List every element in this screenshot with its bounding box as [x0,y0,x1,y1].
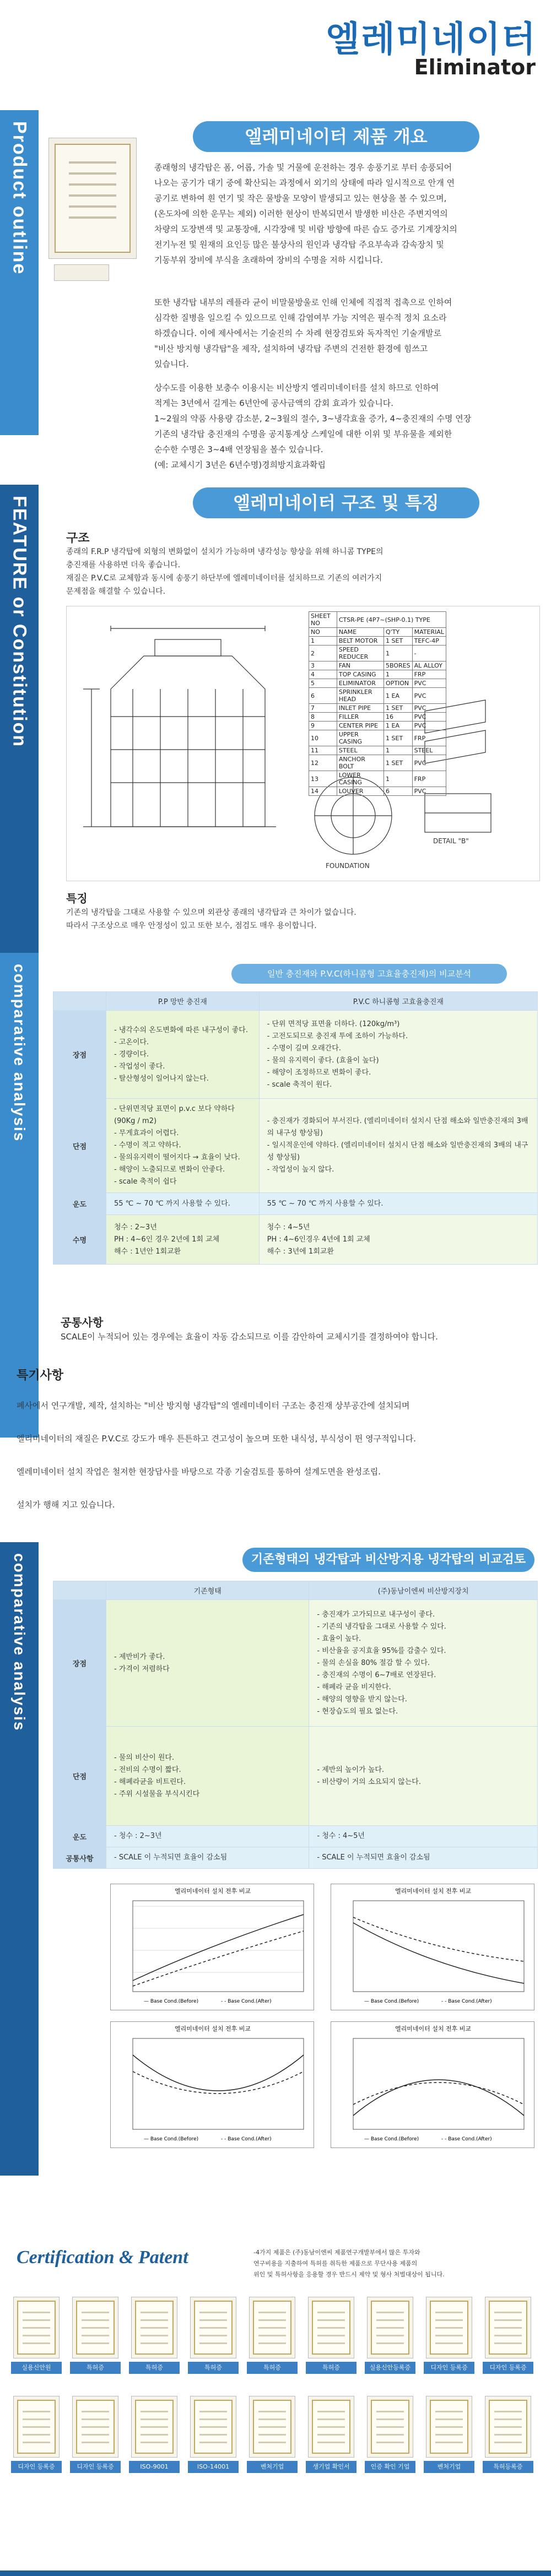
spec-cell: 6 [309,688,337,704]
spec-cell: LOUVER [337,787,383,796]
spec-table [309,611,446,796]
structure-title-bar: 엘레미네이터 구조 및 특징 [193,487,479,518]
spec-cell: PVC [412,713,446,722]
compare1-pros-b: - 단위 면적당 표면율 더하다. (120kg/m³) - 고전도되므로 충진재 투에 조하이 가능하다. - 수명이 길며 오래간다. - 물의 유지력이 좋다. (효율이 높다) - 해양이 조정하므로 변화이 좋다. - scale 축적이 원다. [259,1011,537,1099]
performance-chart-3-svg [111,2022,315,2149]
compare1-temp-a: 55 ℃ ~ 70 ℃ 까지 사용할 수 있다. [106,1193,260,1215]
cert-title: Certification & Patent [17,2247,188,2268]
spec-cell: PVC [412,688,446,704]
spec-cell: 10 [309,730,337,746]
compare2-temp-a: - 청수 : 2~3년 [106,1826,309,1847]
certificate-label: 인증 확인 기업 [365,2461,415,2473]
side-band-product-outline [0,110,39,435]
overview-title-bar: 엘레미네이터 제품 개요 [193,121,479,152]
certificate-label: 실용신안원 [11,2362,62,2374]
spec-cell: TOP CASING [337,670,383,679]
special-line-2: 엘리미네이터의 재질은 P.V.C로 강도가 매우 튼튼하고 견고성이 높으며 또한 내식성, 부식성이 뛴 영구적입니다. [17,1434,416,1444]
certificate-thumbnail [426,2396,472,2458]
chart-4-legend-a: — Base Cond.(Before) [364,2136,419,2142]
compare2-row-head-common: 공통사항 [53,1847,106,1869]
spec-cell: UPPER CASING [337,730,383,746]
spec-cell: 2 [309,646,337,661]
chart-2-legend-a: — Base Cond.(Before) [364,1999,419,2004]
spec-row [309,612,446,628]
feature-paragraph: 기존의 냉각탑을 그대로 사용할 수 있으며 외관상 종래의 냉각탑과 큰 차이가 없습니다. 따라서 구조상으로 매우 안정성이 있고 또한 보수, 점검도 매우 용이합니다. [66,908,356,930]
special-line-1: 폐사에서 연구개발, 제작, 설치하는 "비산 방지형 냉각탑"의 엘레미네이터 구조는 충진재 상부공간에 설치되며 [17,1401,410,1411]
performance-chart-1 [110,1884,314,2010]
spec-row [309,637,446,646]
certificate-thumbnail [131,2297,177,2358]
certificate-thumbnail [308,2396,354,2458]
page-title: 엘레미네이터 [326,19,537,60]
spec-row [309,661,446,670]
certificate-seal [54,264,109,281]
spec-cell: NAME [337,628,383,637]
spec-cell: 1 SET [384,755,413,771]
spec-cell: STEEL [412,746,446,755]
compare2-temp-b: - 청수 : 4~5년 [309,1826,538,1847]
cert-section [0,2236,551,2576]
certificate-label: 특허증 [70,2362,121,2374]
certificate-thumbnail [485,2297,531,2358]
spec-row [309,713,446,722]
cooling-tower-drawing [66,606,540,881]
cert-description: -4가지 제품은 (주)동남이엔씨 제품연구개발부에서 많은 투자와 연구비용을 지출하여 특허를 취득한 제품으로 무단사용 제품의 위인 및 특허사항을 응용할 경우 반드시 제약 및 형사 처벌대상이 됩니다. [253,2249,445,2278]
spec-cell: 12 [309,755,337,771]
certificate-label: 특허증 [188,2362,239,2374]
compare1-corner-cell [53,992,106,1011]
compare1-row-head-temp: 운도 [53,1193,106,1215]
drawing-foundation-label: FOUNDATION [326,862,370,870]
certificate-label: 디자인 등록증 [70,2461,121,2473]
compare1-row-temp [53,1193,538,1215]
overview-paragraph-2: 또한 냉각탑 내부의 레플라 균이 비말물방울로 인해 인체에 직접적 접촉으로 인하여 심각한 질병을 일으킬 수 있으므로 인해 감염여부 가능 지역은 필수적 정치 요소라 하겠습니다. 이에 제사에서는 기술진의 수 차례 현장검토와 독자적인 기술개발로 "비산 방지형 냉각탑"을 제작, 설치하여 냉각탑 주변의 건전한 환경에 힘쓰고 있습니다. [154,297,452,369]
certificate-thumbnail [367,2396,413,2458]
certificate-label: 특허증 [129,2362,180,2374]
compare1-caption: 일반 충진재와 P.V.C(하니콤형 고효율충진재)의 비교분석 [231,964,507,984]
spec-cell: BELT MOTOR [337,637,383,646]
compare1-row-life [53,1215,538,1265]
compare2-row-pros [53,1600,538,1727]
spec-cell: 1 [309,637,337,646]
spec-row [309,628,446,637]
compare1-note-heading: 공통사항 [61,1316,104,1329]
compare1-note-text: SCALE이 누적되어 있는 경우에는 효율이 자동 감소되므로 이를 감안하여 교체시기를 결정하여야 합니다. [61,1332,438,1342]
spec-cell: SHEET NO [309,612,337,628]
compare1-temp-b: 55 ℃ ~ 70 ℃ 까지 사용할 수 있다. [259,1193,537,1215]
certificate-thumbnail [485,2396,531,2458]
chart-4-title: 엘리미네이터 설치 전후 비교 [395,2025,472,2032]
special-line-3: 엘레미네이터 설치 작업은 철저한 현장답사를 바탕으로 각종 기술검토를 통하여 설계도면을 완성조립. [17,1467,381,1477]
spec-cell: FAN [337,661,383,670]
compare1-life-b: 청수 : 4~5년 PH : 4~6인경우 4년에 1회 교체 해수 : 3년에 1회교환 [259,1215,537,1265]
spec-cell: 1 SET [384,730,413,746]
side-label-feature: FEATURE or Constitution [9,496,30,748]
spec-cell: TEFC-4P [412,637,446,646]
special-line-4: 설치가 행해 지고 있습니다. [17,1500,115,1510]
certificate-thumbnail [249,2396,295,2458]
drawing-detail-label: DETAIL "B" [433,837,469,845]
spec-cell: 3 [309,661,337,670]
spec-cell: 9 [309,722,337,730]
spec-row [309,771,446,787]
compare1-col-b: P.V.C 하니콤형 고효율충진재 [259,992,537,1011]
chart-3-title: 엘리미네이터 설치 전후 비교 [174,2025,251,2032]
chart-3-legend-b: - - Base Cond.(After) [221,2136,272,2142]
certificate-label: 디자인 등록증 [483,2362,533,2374]
compare2-common-b: - SCALE 이 누적되면 효율이 감소됨 [309,1847,538,1869]
compare2-table [53,1581,538,1869]
spec-row [309,704,446,713]
spec-cell: Q'TY [384,628,413,637]
performance-chart-2 [331,1884,534,2010]
compare1-pros-a: - 냉각수의 온도변화에 따른 내구성이 좋다. - 고온이다. - 경량이다. - 작업성이 좋다. - 탈산형성이 일어나지 않는다. [106,1011,260,1099]
certificate-label: 생기업 확인서 [306,2461,356,2473]
spec-cell: PVC [412,755,446,771]
spec-cell: 11 [309,746,337,755]
compare1-row-head-pros: 장점 [53,1011,106,1099]
spec-cell: OPTION [384,679,413,688]
spec-row [309,670,446,679]
certificate-thumbnail [308,2297,354,2358]
compare2-cons-b: - 제반의 높이가 높다. - 비산량이 거의 소요되지 않는다. [309,1727,538,1826]
certificate-label: ISO-14001 [188,2461,239,2473]
chart-1-legend-a: — Base Cond.(Before) [144,1999,199,2004]
certificate-label: 특허등록증 [483,2461,533,2473]
compare1-row-head-life: 수명 [53,1215,106,1265]
special-heading: 특기사항 [17,1369,64,1382]
spec-cell: 1 [384,670,413,679]
compare2-row-common [53,1847,538,1869]
side-label-comparative-1: comparative analysis [11,964,28,1142]
certificate-label: 디자인 등록증 [424,2362,474,2374]
compare2-header-row [53,1581,538,1600]
spec-cell: NO [309,628,337,637]
compare1-cons-b: - 충진재가 경화되어 부서진다. (엘리미네이터 설치시 단점 해소와 일반충진재의 3배의 내구성 향상됨) - 일시적운인에 약하다. (엘리미네이터 설치시 단점 해소와 일반충진재의 3배의 내구성 향상됨) - 작업성이 높지 않다. [259,1099,537,1193]
spec-row [309,646,446,661]
spec-cell: FILLER [337,713,383,722]
compare2-pros-b: - 충진재가 고가되므로 내구성이 좋다. - 기존의 냉각탑을 그대로 사용할 수 있다. - 효율이 높다. - 비산율을 공지효율 95%를 감출수 있다. - 물의 손실을 80% 절감 할 수 있다. - 충진재의 수명이 6~7배로 연장된다. - 해폐라 균을 비지한다. - 해양의 영향을 받지 않는다. - 현장습도의 필요 없는다. [309,1600,538,1727]
spec-cell: PVC [412,787,446,796]
compare2-row-head-cons: 단점 [53,1727,106,1826]
performance-chart-4 [331,2021,534,2148]
spec-cell: CENTER PIPE [337,722,383,730]
certificate-thumbnail [72,2396,118,2458]
spec-cell: 8 [309,713,337,722]
compare2-row-cons [53,1727,538,1826]
spec-cell: PVC [412,679,446,688]
cooling-tower-svg [67,606,541,882]
chart-1-title: 엘리미네이터 설치 전후 비교 [174,1888,251,1895]
certificate-label: 벤처기업 [247,2461,298,2473]
spec-row [309,755,446,771]
spec-cell: CTSR-PE (4P7~(SHP-0.1) TYPE [337,612,446,628]
certificate-label: 실용신안등록증 [365,2362,415,2374]
spec-cell: ANCHOR BOLT [337,755,383,771]
structure-heading: 구조 [66,532,90,545]
spec-cell: 13 [309,771,337,787]
certificate-thumbnail [13,2297,60,2358]
compare2-row-temp [53,1826,538,1847]
certificate-photo [48,138,137,259]
side-band-comparative-2 [0,1542,39,2176]
spec-row [309,787,446,796]
compare1-life-a: 청수 : 2~3년 PH : 4~6인 경우 2년에 1회 교체 해수 : 1년안 1회교환 [106,1215,260,1265]
certificate-thumbnail [367,2297,413,2358]
compare2-col-a: 기존형태 [106,1581,309,1600]
spec-row [309,730,446,746]
spec-cell: PVC [412,704,446,713]
spec-cell: STEEL [337,746,383,755]
page-subtitle: Eliminator [414,55,536,79]
spec-cell: 1 [384,771,413,787]
spec-cell: FRP [412,730,446,746]
compare2-col-b: (주)동남이엔씨 비산방지장치 [309,1581,538,1600]
spec-cell: 4 [309,670,337,679]
spec-cell: - [412,646,446,661]
spec-cell: 1 SET [384,704,413,713]
side-label-comparative-2: comparative analysis [11,1553,28,1732]
compare2-row-head-temp: 운도 [53,1826,106,1847]
certificate-label: 특허증 [306,2362,356,2374]
spec-row [309,746,446,755]
compare1-row-cons [53,1099,538,1193]
spec-cell: 16 [384,713,413,722]
performance-chart-4-svg [331,2022,535,2149]
spec-cell: 1 [384,746,413,755]
spec-cell: INLET PIPE [337,704,383,713]
certificate-thumbnail [190,2396,236,2458]
page-header [0,0,551,105]
compare1-col-a: P.P 망반 충진재 [106,992,260,1011]
performance-chart-3 [110,2021,314,2148]
chart-4-legend-b: - - Base Cond.(After) [441,2136,492,2142]
certificate-thumbnail [249,2297,295,2358]
compare1-row-pros [53,1011,538,1099]
spec-cell: 1 [384,646,413,661]
spec-cell: ELIMINATOR [337,679,383,688]
certificate-label: 벤처기업 [424,2461,474,2473]
chart-3-legend-a: — Base Cond.(Before) [144,2136,199,2142]
spec-cell: AL ALLOY [412,661,446,670]
spec-cell: MATERIAL [412,628,446,637]
compare1-header-row [53,992,538,1011]
structure-paragraph: 종래의 F.R.P 냉각탑에 외형의 변화없이 설치가 가능하며 냉각성능 향상을 위해 하니콤 TYPE의 충진재를 사용하면 더욱 좋습니다. 재질은 P.V.C로 교체함과 동시에 송풍기 하단부에 엘레미네이터를 설치하므로 기존의 여러가지 문제점을 해결할 수 있습니다. [66,547,383,596]
overview-paragraph-3: 상수도를 이용한 보충수 이용시는 비산방지 엘리미네이터를 설치 하므로 인하여 적게는 3년에서 길게는 6년안에 공사금액의 감회 효과가 있습니다. 1~2월의 약품 사용량 감소분, 2~3월의 절수, 3~냉각효율 증가, 4~충진재의 수명 연장 기존의 냉각탑 충진재의 수명을 공지통계상 스케일에 대한 이위 및 부유물을 제외한 순수한 수명은 3~4배 연장됨을 볼수 있습니다. (예: 교체시기 3년은 6년수명)경희방지효과확립 [154,383,472,470]
compare2-row-head-pros: 장점 [53,1600,106,1727]
spec-cell: FRP [412,771,446,787]
spec-cell: 1 EA [384,688,413,704]
certificate-thumbnail [190,2297,236,2358]
overview-paragraph-1: 종래형의 냉각탑은 폼, 어롭, 가솔 및 거물에 운전하는 경우 송풍기로 부터 송풍되어 나오는 공기가 대기 중에 확산되는 과정에서 외기의 상태에 따라 일시적으로 안개 연 공기로 변하여 흰 연기 및 작은 물방울 모양이 발생되고 있는 현상을 볼 수 있으며, (온도차에 의한 운무는 제외) 이러한 현상이 반복되면서 발생한 비산은 주변지역의 차량의 도장변색 및 교통장애, 시각장애 및 비람 방향에 따른 습도 증가로 기계장치의 전기누전 및 원재의 요인등 많은 불상사의 원인과 냉각탑 주요부속과 감속장치 및 기동부위 장비에 부식을 초래하여 장비의 수명을 저하 시킵니다. [154,162,457,265]
side-band-comparative-1 [0,953,39,1438]
spec-row [309,679,446,688]
compare2-cons-a: - 물의 비산이 원다. - 전비의 수명이 짧다. - 해폐라균을 비트린다. - 주위 시설물을 부식시킨다 [106,1727,309,1826]
compare2-corner-cell [53,1581,106,1600]
spec-cell: 1 SET [384,637,413,646]
spec-cell: 14 [309,787,337,796]
compare2-title-bar: 기존형태의 냉각탑과 비산방지용 냉각탑의 비교검토 [242,1548,534,1572]
compare1-cons-a: - 단위면적당 표면이 p.v.c 보다 약하다 (90Kg / m2) - 무게효과이 어렵다. - 수명이 적고 약하다. - 물의유지력이 떨어지다 → 효율이 낮다. - 해양이 노출되므로 변화이 안좋다. - scale 축적이 쉽다 [106,1099,260,1193]
compare2-common-a: - SCALE 이 누적되면 효율이 감소됨 [106,1847,309,1869]
spec-cell: PVC [412,722,446,730]
feature-heading: 특징 [66,892,88,905]
spec-row [309,688,446,704]
spec-cell: FRP [412,670,446,679]
certificate-label: 특허증 [247,2362,298,2374]
compare1-row-head-cons: 단점 [53,1099,106,1193]
spec-cell: LOWER CASING [337,771,383,787]
certificate-thumbnail [131,2396,177,2458]
compare2-pros-a: - 제반비가 좋다. - 가격이 저렴하다 [106,1600,309,1727]
chart-1-legend-b: - - Base Cond.(After) [221,1999,272,2004]
spec-cell: 6 [384,787,413,796]
performance-chart-1-svg [111,1884,315,2011]
certificate-thumbnail [426,2297,472,2358]
spec-cell: 5BORES [384,661,413,670]
certificate-label: ISO-9001 [129,2461,180,2473]
chart-2-legend-b: - - Base Cond.(After) [441,1999,492,2004]
compare1-table [53,991,538,1265]
certificate-thumbnail [13,2396,60,2458]
chart-2-title: 엘리미네이터 설치 전후 비교 [395,1888,472,1895]
spec-cell: SPEED REDUCER [337,646,383,661]
spec-cell: 1 EA [384,722,413,730]
performance-chart-2-svg [331,1884,535,2011]
footer-bar [0,2570,551,2576]
spec-row [309,722,446,730]
spec-cell: SPRINKLER HEAD [337,688,383,704]
spec-cell: 7 [309,704,337,713]
certificate-label: 디자인 등록증 [11,2461,62,2473]
side-label-product-outline: Product outline [9,121,30,275]
certificate-thumbnail [72,2297,118,2358]
spec-cell: 5 [309,679,337,688]
